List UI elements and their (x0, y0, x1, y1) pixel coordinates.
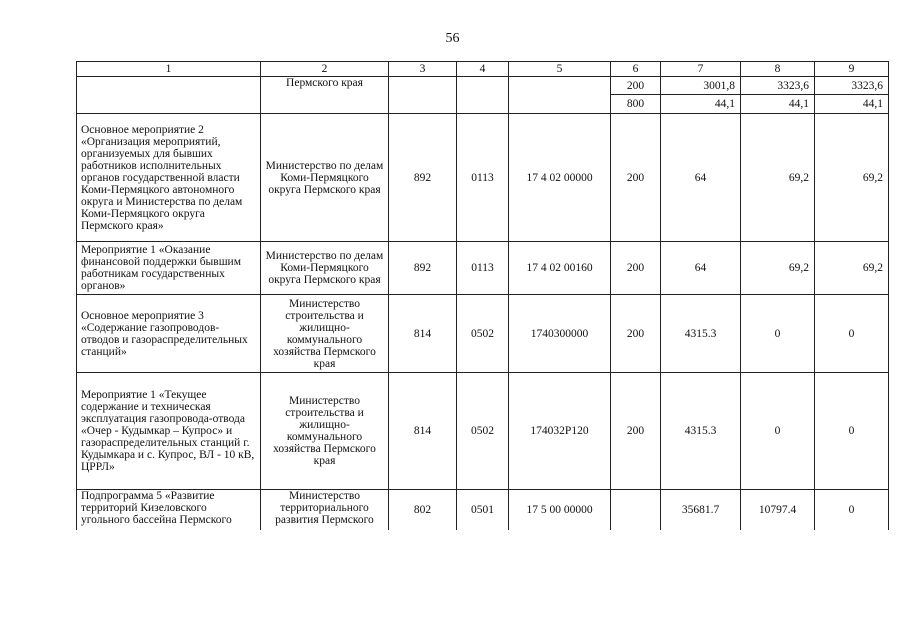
cell: 0502 (457, 295, 509, 373)
table-row (77, 242, 889, 295)
header-cell: 8 (741, 62, 815, 77)
table-row (77, 373, 889, 490)
cell: 69,2 (741, 114, 815, 242)
cell (509, 77, 611, 114)
cell: 64 (661, 242, 741, 295)
cell: 892 (389, 114, 457, 242)
header-row (77, 62, 889, 77)
cell (457, 77, 509, 114)
cell: 17 4 02 00000 (509, 114, 611, 242)
cell: 44,1 (815, 95, 889, 114)
header-cell: 5 (509, 62, 611, 77)
name-cell: Мероприятие 1 «Текущее содержание и техническая эксплуатация газопровода-отвода «Очер - Кудымкар – Купрос» и газораспределительных станций г. Кудымкара и с. Купрос, ВЛ - 10 кВ, ЦРРЛ» (77, 373, 261, 490)
cell: 0 (741, 295, 815, 373)
org-cell: Министерство по делам Коми-Пермяцкого округа Пермского края (261, 114, 389, 242)
cell (389, 77, 457, 114)
budget-table (76, 61, 889, 530)
name-cell: Основное мероприятие 2 «Организация мероприятий, организуемых для бывших работников исполнительных органов государственной власти Коми-Пермяцкого автономного округа и Министерства по делам Коми-Пермяцкого округа Пермского края» (77, 114, 261, 242)
cell: 35681.7 (661, 490, 741, 530)
cell: 892 (389, 242, 457, 295)
cell: 3323,6 (815, 77, 889, 95)
cell: 44,1 (661, 95, 741, 114)
cell: 200 (611, 77, 661, 95)
org-cell (261, 490, 389, 530)
cell: 17 5 00 00000 (509, 490, 611, 530)
cell: 200 (611, 373, 661, 490)
name-cell (77, 77, 261, 114)
org-cell: Министерство по делам Коми-Пермяцкого округа Пермского края (261, 242, 389, 295)
name-cell: Основное мероприятие 3 «Содержание газопроводов-отводов и газораспределительных станций» (77, 295, 261, 373)
cell (611, 490, 661, 530)
cell: 3323,6 (741, 77, 815, 95)
cell: 69,2 (815, 242, 889, 295)
cell: 44,1 (741, 95, 815, 114)
cell: 0 (815, 373, 889, 490)
cell: 0 (741, 373, 815, 490)
table-row (77, 77, 889, 95)
org-text: Министерство территориального развития Пермского (275, 490, 374, 526)
header-cell: 2 (261, 62, 389, 77)
cell: 69,2 (741, 242, 815, 295)
cell: 1740300000 (509, 295, 611, 373)
table-row (77, 295, 889, 373)
cell: 64 (661, 114, 741, 242)
header-cell: 3 (389, 62, 457, 77)
table-row (77, 114, 889, 242)
cell: 0113 (457, 114, 509, 242)
cell: 814 (389, 373, 457, 490)
cell: 3001,8 (661, 77, 741, 95)
cell: 4315.3 (661, 295, 741, 373)
cell: 200 (611, 114, 661, 242)
page-number: 56 (445, 31, 460, 46)
cell: 0 (815, 295, 889, 373)
header-cell: 1 (77, 62, 261, 77)
org-cell: Министерство строительства и жилищно-коммунального хозяйства Пермского края (261, 295, 389, 373)
table-row (77, 490, 889, 530)
header-cell: 4 (457, 62, 509, 77)
cell: 800 (611, 95, 661, 114)
cell: 0 (815, 490, 889, 530)
cell: 0502 (457, 373, 509, 490)
org-cell: Пермского края (261, 77, 389, 114)
header-cell: 6 (611, 62, 661, 77)
cell: 814 (389, 295, 457, 373)
cell: 802 (389, 490, 457, 530)
cell: 10797.4 (741, 490, 815, 530)
org-cell: Министерство строительства и жилищно-коммунального хозяйства Пермского края (261, 373, 389, 490)
cell: 69,2 (815, 114, 889, 242)
cell: 200 (611, 242, 661, 295)
cell: 174032Р120 (509, 373, 611, 490)
name-cell (77, 490, 261, 530)
name-cell: Мероприятие 1 «Оказание финансовой поддержки бывшим работникам государственных органов» (77, 242, 261, 295)
name-text: Подпрограмма 5 «Развитие территорий Кизеловского угольного бассейна Пермского (81, 490, 232, 526)
cell: 200 (611, 295, 661, 373)
cell: 0113 (457, 242, 509, 295)
cell: 4315.3 (661, 373, 741, 490)
cell: 17 4 02 00160 (509, 242, 611, 295)
cell: 0501 (457, 490, 509, 530)
header-cell: 7 (661, 62, 741, 77)
header-cell: 9 (815, 62, 889, 77)
